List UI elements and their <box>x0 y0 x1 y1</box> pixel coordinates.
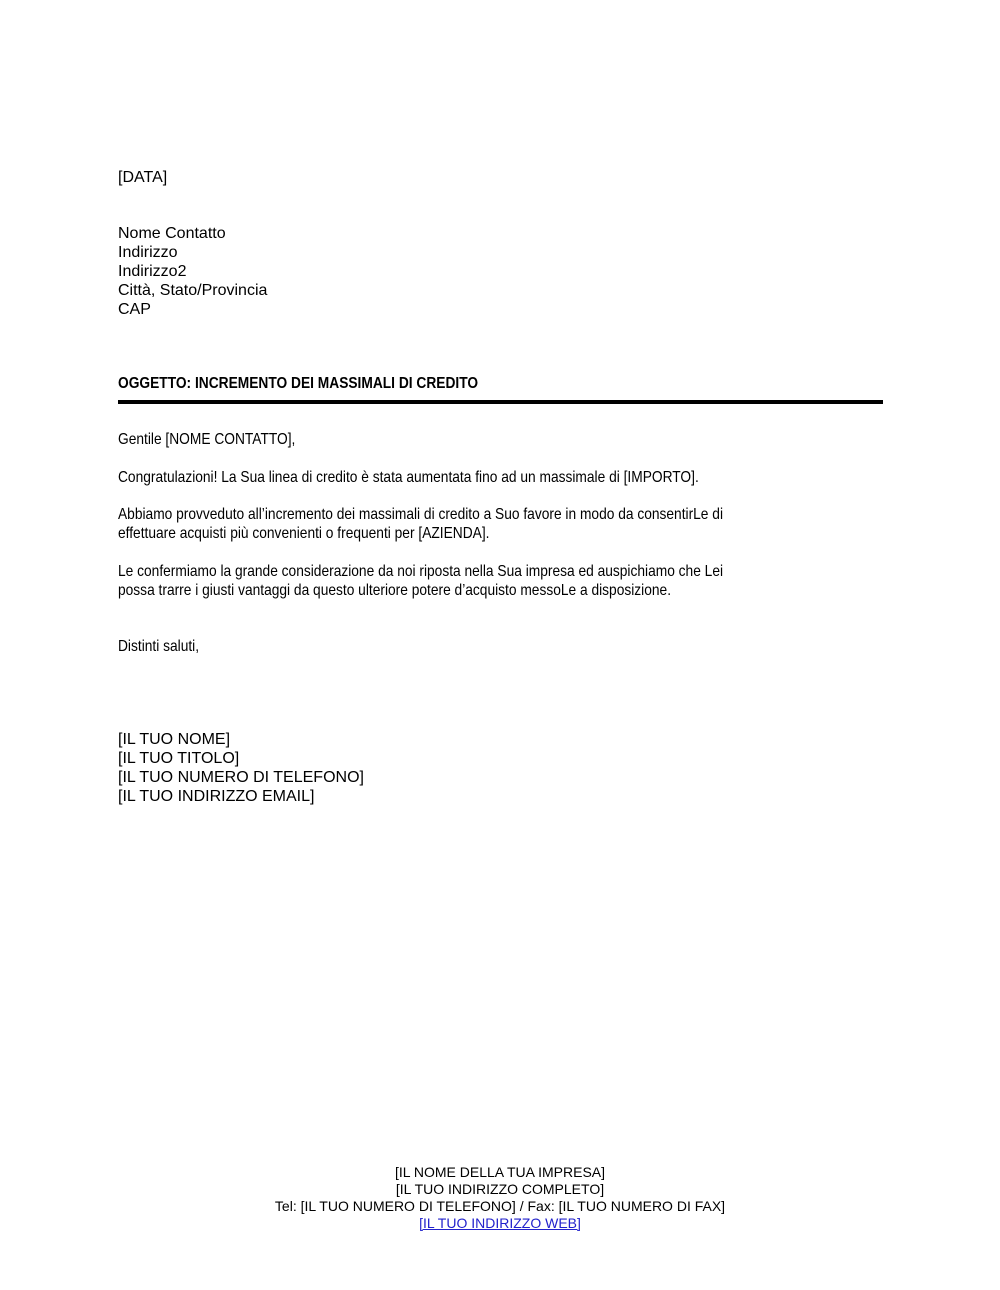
recipient-name: Nome Contatto <box>118 225 226 242</box>
subject-line: OGGETTO: INCREMENTO DEI MASSIMALI DI CREDITO <box>118 375 479 392</box>
recipient-address1: Indirizzo <box>118 244 178 261</box>
recipient-zip: CAP <box>118 301 151 318</box>
footer-company-name: [IL NOME DELLA TUA IMPRESA] <box>394 1164 606 1180</box>
paragraph-2-line-1: Abbiamo provveduto all’incremento dei massimali di credito a Suo favore in modo da consentirLe di <box>118 506 723 523</box>
footer-contact: Tel: [IL TUO NUMERO DI TELEFONO] / Fax: [IL TUO NUMERO DI FAX] <box>274 1198 726 1214</box>
footer-address: [IL TUO INDIRIZZO COMPLETO] <box>395 1181 605 1197</box>
paragraph-3-line-2: possa trarre i giusti vantaggi da questo ulteriore potere d’acquisto messoLe a disposizione. <box>118 582 672 599</box>
signature-phone: [IL TUO NUMERO DI TELEFONO] <box>118 769 364 786</box>
subject-divider <box>118 400 883 404</box>
signature-email: [IL TUO INDIRIZZO EMAIL] <box>118 788 315 805</box>
footer-web-link[interactable]: [IL TUO INDIRIZZO WEB] <box>419 1215 581 1231</box>
paragraph-1-line-1: Congratulazioni! La Sua linea di credito è stata aumentata fino ad un massimale di [IMPORTO]. <box>118 469 699 486</box>
closing: Distinti saluti, <box>118 638 200 655</box>
recipient-address2: Indirizzo2 <box>118 263 187 280</box>
recipient-city-state: Città, Stato/Provincia <box>118 282 268 299</box>
greeting: Gentile [NOME CONTATTO], <box>118 431 296 448</box>
footer-web-row <box>0 1215 1000 1232</box>
signature-name: [IL TUO NOME] <box>118 731 231 748</box>
paragraph-3-line-1: Le confermiamo la grande considerazione da noi riposta nella Sua impresa ed auspichiamo che Lei <box>118 563 724 580</box>
date: [DATA] <box>118 169 168 186</box>
signature-title: [IL TUO TITOLO] <box>118 750 240 767</box>
paragraph-2-line-2: effettuare acquisti più convenienti o frequenti per [AZIENDA]. <box>118 525 490 542</box>
